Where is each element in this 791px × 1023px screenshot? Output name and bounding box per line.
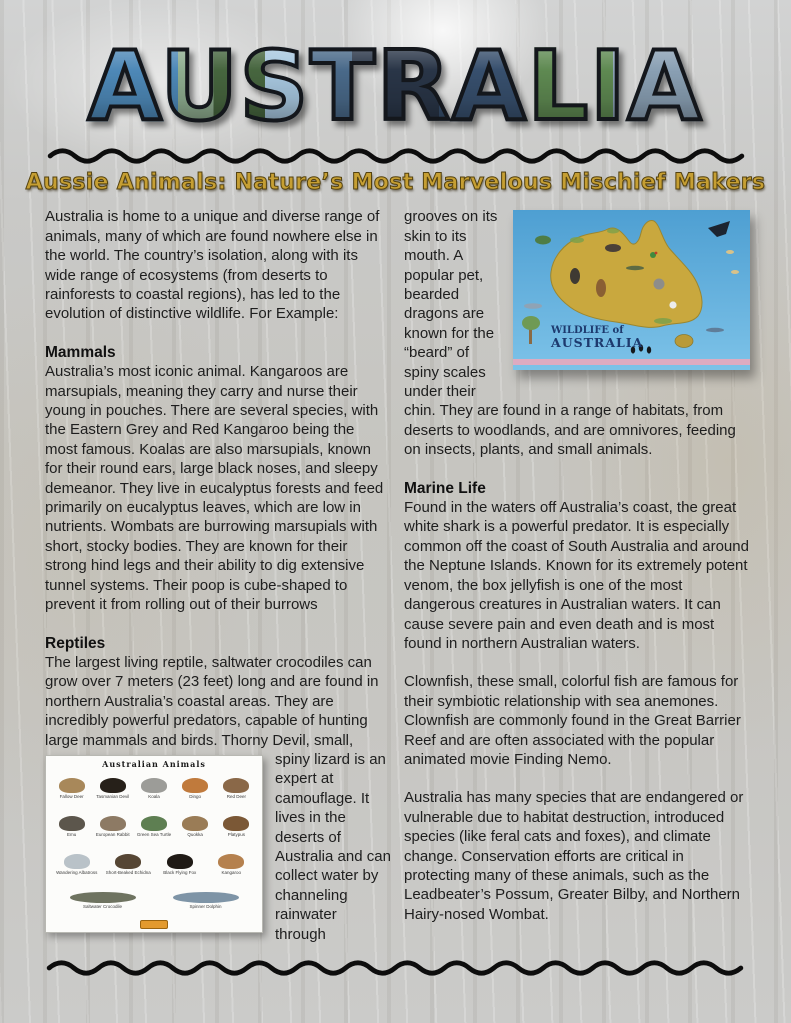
wildlife-map-figure [513, 210, 750, 370]
poster-animal-label: Emu [66, 832, 77, 838]
poster-animal-item [156, 854, 203, 875]
poster-grid [49, 769, 259, 919]
coastal-green [570, 237, 584, 243]
shark-illustration [524, 304, 542, 310]
map-caption-line2: AUSTRALIA [551, 335, 644, 351]
poster-animal-label: Kangaroo [221, 870, 242, 876]
mammals-paragraph: Australia’s most iconic animal. Kangaroos are marsupials, meaning they carry and nurse their young in pouches. There are several species, with the Eastern Grey and Red Kangaroo being the most famous. Koalas are also marsupials, known for their round ears, large black noses, and sleepy demeanor. They live in eucalyptus forests and feed primarily on eucalyptus leaves, which are low in nutrients. Wombats are burrowing marsupials with short, stocky bodies. They are known for their strong hind legs and their ability to dig extensive tunnel systems. Their poop is cube-shaped to prevent it from rolling out of their burrows [45, 363, 384, 614]
reptiles-text-continued: grooves on its skin to its mouth. A popular pet, bearded dragons are known for the “beard” of spiny scales under their chin. They are found in a range of habitats, from deserts to woodlands, and are omnivores, feeding on insects, plants, and small animals. [404, 208, 736, 459]
penguin-illustration [647, 347, 651, 354]
quokka-illustration [182, 816, 208, 831]
european-rabbit-illustration [100, 816, 126, 831]
tree-foliage [522, 316, 540, 330]
poster-animal-label: Short-Beaked Echidna [105, 870, 151, 876]
conservation-paragraph: Australia has many species that are endangered or vulnerable due to habitat destruction, introduced species (like feral cats and foxes), and climate change. Conservation efforts are critical in protecting many of these animals, such as the Leadbeater’s Possum, Greater Bilby, and Northern Hairy-nosed Wombat. [404, 789, 744, 923]
mammals-heading: Mammals [45, 343, 116, 361]
wavy-divider-top [46, 144, 746, 168]
marine-heading: Marine Life [404, 479, 486, 497]
poster-animal-label: Quokka [187, 832, 203, 838]
poster-animal-label: Black Flying Fox [163, 870, 197, 876]
tasmanian-devil-illustration [100, 778, 126, 793]
short-beaked-echidna-illustration [115, 854, 141, 869]
poster-animal-item [134, 778, 173, 799]
saltwater-crocodile-illustration [70, 892, 136, 903]
animal-poster-figure [45, 755, 263, 933]
poster-animal-label: Red Deer [226, 794, 246, 800]
fallow-deer-illustration [59, 778, 85, 793]
poster-title: Australian Animals [102, 758, 206, 769]
wandering-albatross-illustration [64, 854, 90, 869]
reptiles-continued-paragraph [404, 207, 750, 459]
reptiles-heading: Reptiles [45, 634, 106, 652]
poster-animal-item [176, 778, 215, 799]
poster-animal-item [52, 816, 91, 837]
poster-animal-item [53, 854, 100, 875]
island [731, 270, 739, 274]
poster-animal-item [93, 778, 132, 799]
red-deer-illustration [223, 778, 249, 793]
poster-animal-item [217, 816, 256, 837]
tree-trunk [529, 328, 532, 344]
reptiles-paragraph [45, 653, 391, 944]
map-bottom-strip [513, 359, 750, 365]
kangaroo-illustration [596, 279, 606, 297]
kangaroo-illustration [218, 854, 244, 869]
reptiles-text-wrap: spiny lizard is an expert at camouflage. It lives in the deserts of Australia and can collect water by channeling rainwater through [275, 750, 391, 943]
marine-paragraph-1: Found in the waters off Australia’s coast, the great white shark is a powerful predator. It is especially common off the coast of South Australia and around the Neptune Islands. Known for its extremely potent venom, the box jellyfish is one of the most dangerous creatures in Australian waters. It can cause severe pain and even death and is most found in northern Australian waters. [404, 499, 749, 652]
map-caption-line1: WILDLIFE of [551, 325, 624, 337]
poster-animal-label: Spinner Dolphin [189, 904, 222, 910]
parrot-head [655, 252, 658, 255]
left-column [45, 207, 391, 944]
coastal-green [607, 229, 619, 234]
buffalo-illustration [605, 244, 621, 252]
right-column [404, 207, 750, 944]
poster-animal-label: Tasmanian Devil [96, 794, 130, 800]
poster-animal-label: Koala [148, 794, 160, 800]
coastal-green [654, 318, 672, 324]
island [726, 250, 734, 254]
crocodile-illustration [626, 266, 644, 270]
poster-animal-label: Platypus [227, 832, 245, 838]
marlin-illustration [706, 328, 724, 332]
poster-animal-item [93, 816, 132, 837]
article-columns [45, 207, 747, 944]
emu-illustration [570, 268, 580, 284]
poster-animal-label: Saltwater Crocodile [82, 904, 123, 910]
platypus-illustration [223, 816, 249, 831]
poster-animal-label: Green Sea Turtle [136, 832, 172, 838]
poster-animal-item [160, 892, 251, 909]
tasmania [675, 335, 693, 348]
black-flying-fox-illustration [167, 854, 193, 869]
turtle-illustration [535, 236, 551, 245]
poster-animal-item [105, 854, 152, 875]
intro-paragraph: Australia is home to a unique and diverse range of animals, many of which are found nowhere else in the world. The country’s isolation, along with its wide range of ecosystems (from deserts to rainforests to coastal regions), has led to the evolution of distinctive wildlife. For Example: [45, 208, 380, 323]
marine-paragraph-2: Clownfish, these small, colorful fish are famous for their symbiotic relationship with sea anemones. Clownfish are commonly found in the Great Barrier Reef and are often associated with the popular animated movie Finding Nemo. [404, 673, 741, 768]
wavy-divider-bottom [45, 956, 745, 980]
koala-illustration [141, 778, 167, 793]
spinner-dolphin-illustration [173, 892, 239, 903]
poster-animal-label: European Rabbit [95, 832, 130, 838]
cockatoo-illustration [669, 302, 676, 309]
poster-animal-item [176, 816, 215, 837]
poster-publisher-badge [140, 920, 168, 929]
page-title: AUSTRALIA [0, 34, 791, 140]
reptiles-text-start: The largest living reptile, saltwater crocodiles can grow over 7 meters (23 feet) long and are found in northern Australia’s coastal areas. They are incredibly powerful predators, capable of hunting large mammals and birds. Thorny Devil, small, [45, 653, 379, 749]
poster-animal-label: Dingo [189, 794, 202, 800]
dingo-illustration [182, 778, 208, 793]
poster-animal-item [217, 778, 256, 799]
poster-animal-item [52, 778, 91, 799]
flyer-header [0, 34, 791, 195]
poster-animal-item [208, 854, 255, 875]
emu-illustration [59, 816, 85, 831]
koala-illustration [654, 279, 665, 290]
page-subtitle: Aussie Animals: Nature’s Most Marvelous Mischief Makers [25, 170, 766, 196]
green-sea-turtle-illustration [141, 816, 167, 831]
poster-animal-item [57, 892, 148, 909]
poster-animal-label: Wandering Albatross [56, 870, 98, 876]
poster-animal-label: Fallow Deer [59, 794, 84, 800]
poster-animal-item [134, 816, 173, 837]
